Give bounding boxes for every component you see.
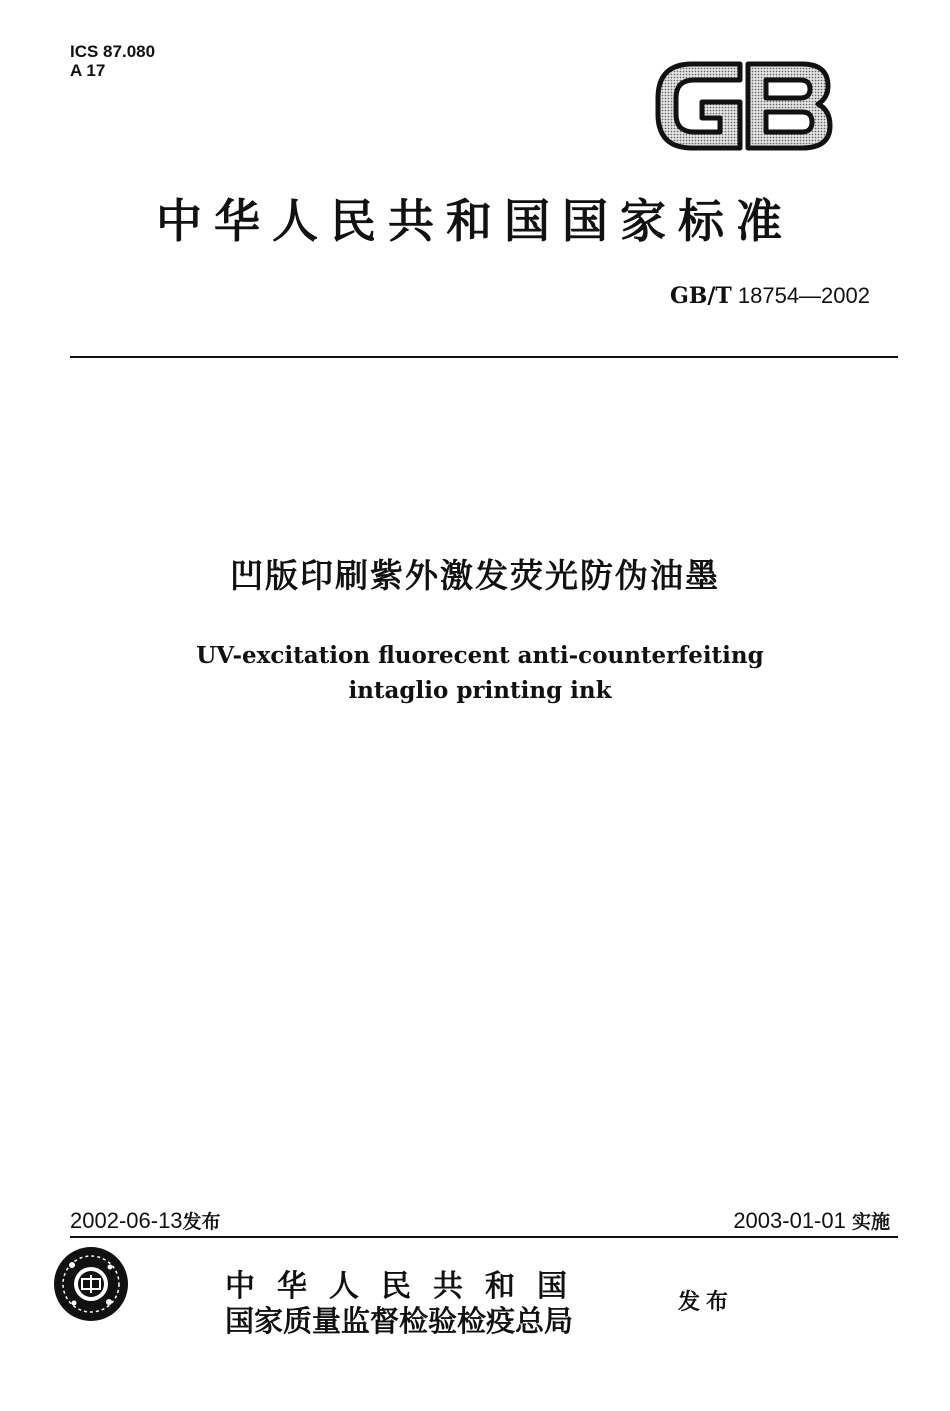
issue-date-value: 2002-06-13	[70, 1208, 183, 1233]
document-title-en-line2: intaglio printing ink	[348, 677, 612, 704]
document-title-en-line1: UV-excitation fluorecent anti-counterfeiting	[196, 642, 764, 669]
issue-date	[70, 1207, 221, 1234]
gb-logo-icon	[652, 58, 834, 154]
issuer-emblem-icon	[52, 1245, 130, 1323]
issue-date-label: 发布	[182, 1211, 221, 1233]
standard-number-prefix: GB/T	[669, 283, 732, 309]
issuing-authority-line2: 国家质量监督检验检疫总局	[225, 1304, 574, 1338]
document-title-en	[0, 638, 950, 708]
top-divider	[70, 356, 898, 358]
issuing-authority	[225, 1270, 655, 1338]
ics-code: ICS 87.080	[70, 42, 156, 61]
implementation-date	[733, 1207, 890, 1234]
standard-number	[670, 283, 870, 309]
bottom-divider	[70, 1236, 898, 1238]
ics-classification	[70, 42, 155, 80]
standard-number-value: 18754—2002	[737, 283, 870, 308]
implementation-date-label: 实施	[851, 1211, 890, 1233]
document-title-cn: 凹版印刷紫外激发荧光防伪油墨	[230, 556, 720, 595]
issuing-authority-line1: 中华人民共和国	[225, 1269, 589, 1304]
publish-label: 发布	[678, 1290, 735, 1315]
ccs-code: A 17	[70, 61, 106, 80]
standard-type-title: 中华人民共和国国家标准	[156, 194, 794, 248]
implementation-date-value: 2003-01-01	[733, 1208, 846, 1233]
